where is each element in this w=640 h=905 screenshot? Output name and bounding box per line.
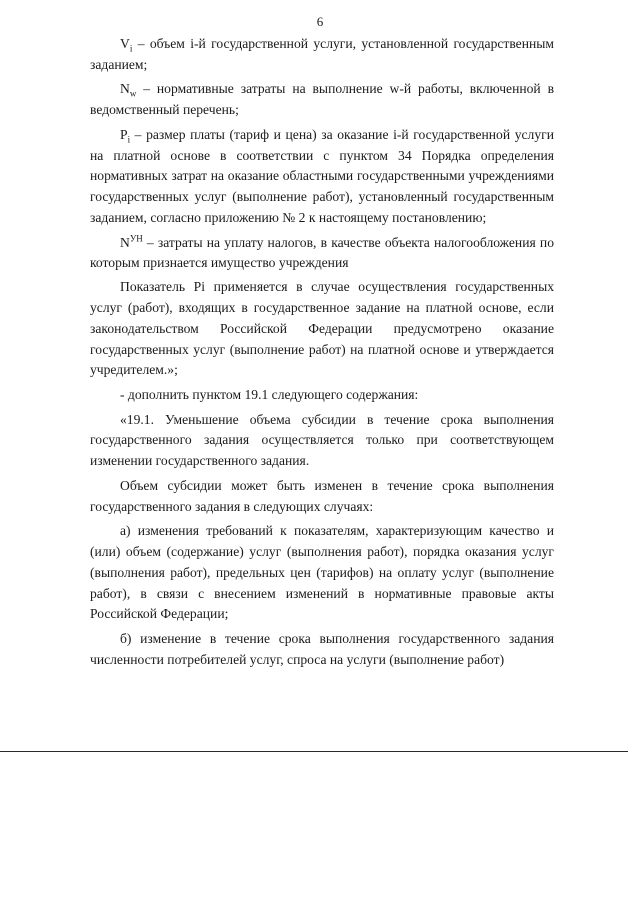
- definition-paragraph-nun: [90, 233, 554, 275]
- symbol: N: [120, 81, 130, 97]
- definition-paragraph-nw: [90, 79, 554, 121]
- symbol-subscript: w: [129, 89, 137, 100]
- symbol: P: [120, 126, 128, 142]
- body-paragraph-item-a: а) изменения требований к показателям, характеризующим качество и (или) объем (содержание) услуг (выполнения работ), порядка оказания услуг (выполнения работ), предельных цен (тарифов) на оплату услуг (выполнение работ), в связи с внесением изменений в нормативные правовые акты Российской Федерации;: [90, 523, 554, 622]
- definition-paragraph-p: [90, 125, 554, 229]
- page-number: 6: [316, 14, 324, 29]
- definition-paragraph-v: [90, 34, 554, 76]
- symbol-subscript: i: [129, 43, 133, 54]
- symbol: N: [120, 234, 130, 250]
- body-paragraph-subsidy-change: Объем субсидии может быть изменен в течение срока выполнения государственного задания в следующих случаях:: [90, 477, 554, 514]
- symbol-subscript: i: [127, 134, 131, 145]
- document-body: [90, 34, 554, 674]
- page-bottom-rule: [0, 751, 628, 752]
- body-paragraph-amendment: - дополнить пунктом 19.1 следующего содержания:: [120, 386, 419, 402]
- symbol-superscript: УН: [129, 233, 143, 244]
- body-paragraph-item-b: б) изменение в течение срока выполнения государственного задания численности потребителей услуг, спроса на услуги (выполнение работ): [90, 630, 554, 667]
- definition-text: – объем i-й государственной услуги, установленной государственным заданием;: [90, 36, 554, 72]
- body-paragraph-19-1: «19.1. Уменьшение объема субсидии в течение срока выполнения государственного задания осуществляется только при соответствующем изменении государственного задания.: [90, 411, 554, 469]
- definition-text: – затраты на уплату налогов, в качестве объекта налогообложения по которым признается имущество учреждения: [90, 234, 554, 271]
- definition-text: – нормативные затраты на выполнение w-й работы, включенной в ведомственный перечень;: [90, 81, 554, 118]
- definition-text: – размер платы (тариф и цена) за оказание i-й государственной услуги на платной основе в соответствии с пунктом 34 Порядка определения нормативных затрат на оказание областными государственными учреждениями государственных услуг (выполнение работ), установленный государственным заданием, согласно приложению № 2 к настоящему постановлению;: [90, 126, 554, 225]
- body-paragraph-pi: Показатель Pi применяется в случае осуществления государственных услуг (работ), входящих в государственное задание на платной основе, если законодательством Российской Федерации предусмотрено оказание государственных услуг (выполнение работ) на платной основе и утверждается учредителем.»;: [90, 279, 554, 378]
- symbol: V: [120, 36, 130, 51]
